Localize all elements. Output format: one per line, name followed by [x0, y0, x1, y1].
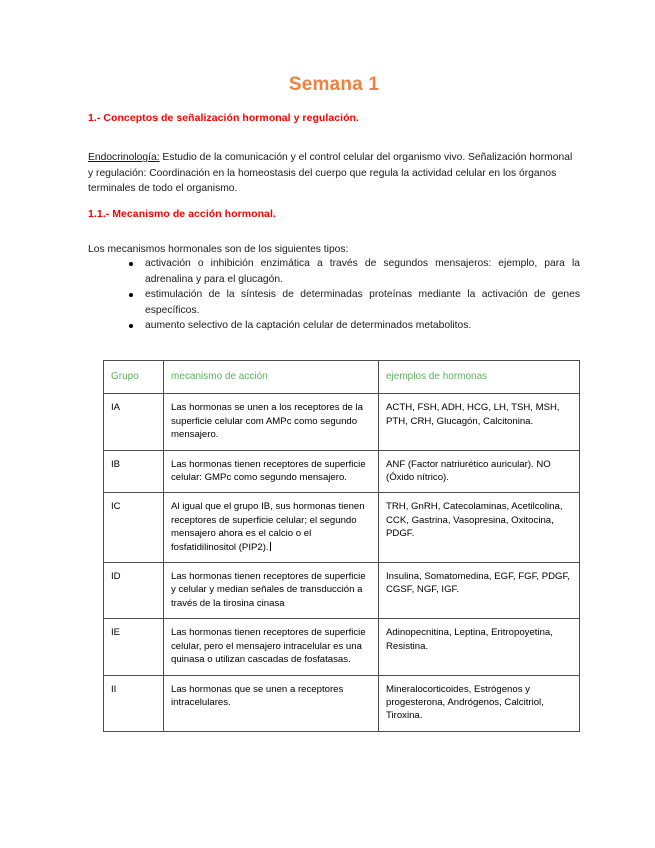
cell-grupo: II [104, 675, 164, 731]
cell-mecanismo [164, 493, 379, 563]
list-item [88, 318, 580, 334]
bullet-icon [129, 324, 133, 328]
intro-paragraph [88, 150, 580, 197]
section-heading-2: 1.1.- Mecanismo de acción hormonal. [88, 208, 276, 220]
list-item-text: aumento selectivo de la captación celular de determinados metabolitos. [145, 320, 472, 332]
cell-ejemplos: Mineralocorticoides, Estrógenos y progesterona, Andrógenos, Calcitriol, Tiroxina. [379, 675, 580, 731]
cell-ejemplos: Adinopecnitina, Leptina, Eritropoyetina, Resistina. [379, 619, 580, 675]
cell-mecanismo: Las hormonas se unen a los receptores de la superficie celular com AMPc como segundo mensajero. [164, 394, 379, 450]
intro-paragraph-text: Estudio de la comunicación y el control celular del organismo vivo. Señalización hormonal y regulación: Coordinación en la homeostasis del cuerpo que regula la actividad celular en los órganos terminales de todo el organismo. [88, 152, 573, 195]
hormone-mechanisms-table [103, 360, 580, 732]
table-header-row [104, 361, 580, 394]
table-body [104, 394, 580, 731]
page-title: Semana 1 [288, 74, 380, 95]
list-item [88, 256, 580, 287]
cell-ejemplos: Insulina, Somatomedina, EGF, FGF, PDGF, CGSF, NGF, IGF. [379, 563, 580, 619]
cell-grupo: IE [104, 619, 164, 675]
table-row [104, 563, 580, 619]
cell-grupo: IB [104, 450, 164, 493]
hormone-mechanisms-table-wrapper [103, 360, 579, 732]
cell-mecanismo: Las hormonas tienen receptores de superficie celular, pero el mensajero intracelular es una quinasa o utilizan cascadas de fosfatasas. [164, 619, 379, 675]
list-item-text: estimulación de la síntesis de determinadas proteínas mediante la activación de genes específicos. [145, 289, 580, 316]
cell-mecanismo: Las hormonas tienen receptores de superficie celular: GMPc como segundo mensajero. [164, 450, 379, 493]
column-header-grupo: Grupo [104, 361, 164, 394]
cell-grupo: IC [104, 493, 164, 563]
mechanisms-intro-paragraph: Los mecanismos hormonales son de los siguientes tipos: [88, 244, 349, 255]
text-cursor-icon [270, 542, 271, 551]
cell-ejemplos: TRH, GnRH, Catecolaminas, Acetilcolina, CCK, Gastrina, Vasopresina, Oxitocina, PDGF. [379, 493, 580, 563]
table-row [104, 619, 580, 675]
table-row [104, 450, 580, 493]
mechanisms-list [88, 256, 580, 334]
bullet-icon [129, 293, 133, 297]
table-header [104, 361, 580, 394]
table-row [104, 493, 580, 563]
cell-mecanismo: Las hormonas tienen receptores de superficie y celular y median señales de transducción a través de la tirosina cinasa [164, 563, 379, 619]
table-row [104, 394, 580, 450]
column-header-ejemplos: ejemplos de hormonas [379, 361, 580, 394]
cell-grupo: ID [104, 563, 164, 619]
cell-ejemplos: ANF (Factor natriurético auricular). NO (Óxido nítrico). [379, 450, 580, 493]
column-header-mecanismo: mecanismo de acción [164, 361, 379, 394]
bullet-icon [129, 262, 133, 266]
cell-ejemplos: ACTH, FSH, ADH, HCG, LH, TSH, MSH, PTH, CRH, Glucagón, Calcitonina. [379, 394, 580, 450]
list-item [88, 287, 580, 318]
cell-mecanismo-text: Al igual que el grupo IB, sus hormonas tienen receptores de superficie celular; el segundo mensajero ahora es el calcio o el fosfatidilinositol (PIP2). [171, 501, 365, 553]
cell-mecanismo: Las hormonas que se unen a receptores intracelulares. [164, 675, 379, 731]
section-heading-1: 1.- Conceptos de señalización hormonal y regulación. [88, 112, 359, 124]
cell-grupo: IA [104, 394, 164, 450]
endocrinologia-term: Endocrinología: [88, 152, 160, 163]
table-row [104, 675, 580, 731]
list-item-text: activación o inhibición enzimática a través de segundos mensajeros: ejemplo, para la adrenalina y para el glucagón. [145, 258, 580, 285]
